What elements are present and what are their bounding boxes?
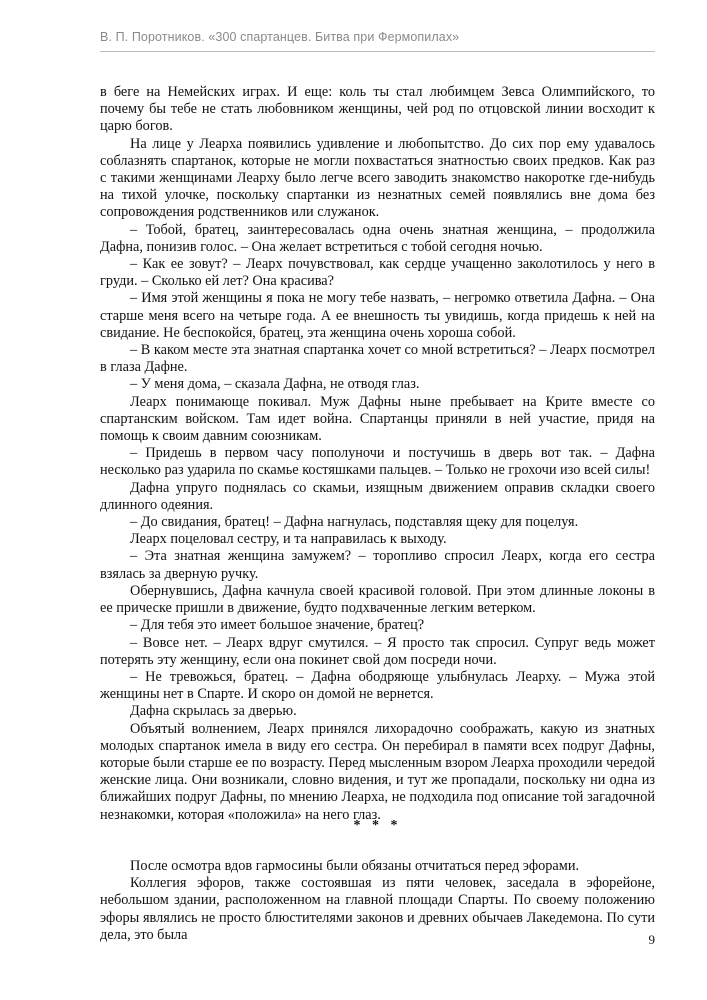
paragraph: После осмотра вдов гармосины были обязаны отчитаться перед эфорами. bbox=[130, 858, 580, 874]
paragraph: – Эта знатная женщина замужем? – торопливо спросил Леарх, когда его сестра взялась за дверную ручку. bbox=[100, 548, 655, 582]
paragraph: Леарх поцеловал сестру, и та направилась к выходу. bbox=[130, 531, 447, 548]
paragraph: в беге на Немейских играх. И еще: коль ты стал любимцем Зевса Олимпийского, то почему бы тебе не стать любовником женщины, чей род по отцовской линии восходит к царю богов. bbox=[100, 84, 655, 135]
paragraph: – Как ее зовут? – Леарх почувствовал, как сердце учащенно заколотилось у него в груди. – Сколько ей лет? Она красива? bbox=[100, 256, 655, 290]
paragraph: Дафна упруго поднялась со скамьи, изящным движением оправив складки своего длинного одеяния. bbox=[100, 479, 655, 513]
paragraph: – Тобой, братец, заинтересовалась одна очень знатная женщина, – продолжила Дафна, понизив голос. – Она желает встретиться с тобой сегодня ночью. bbox=[100, 221, 655, 255]
paragraph: – До свидания, братец! – Дафна нагнулась, подставляя щеку для поцелуя. bbox=[130, 514, 579, 531]
paragraph: – Имя этой женщины я пока не могу тебе назвать, – негромко ответила Дафна. – Она старше меня всего на четыре года. А ее внешность ты увидишь, когда придешь к ней на свидание. Не беспокойся, братец, эта женщина очень хороша собой. bbox=[100, 290, 655, 341]
paragraph: Леарх понимающе покивал. Муж Дафны ныне пребывает на Крите вместе со спартанским войском. Там идет война. Спартанцы приняли в ней участие, придя на помощь к своим давним союзникам. bbox=[100, 393, 655, 445]
header-divider bbox=[100, 51, 655, 52]
body-text-continued bbox=[100, 858, 655, 944]
paragraph: Обернувшись, Дафна качнула своей красивой головой. При этом длинные локоны в ее прическе пришли в движение, будто подхваченные легким ветерком. bbox=[100, 582, 655, 617]
page-number: 9 bbox=[648, 932, 655, 947]
running-header: В. П. Поротников. «300 спартанцев. Битва при Фермопилах» bbox=[100, 30, 460, 44]
body-text bbox=[100, 84, 655, 824]
paragraph: – У меня дома, – сказала Дафна, не отводя глаз. bbox=[130, 376, 420, 393]
paragraph: – В каком месте эта знатная спартанка хочет со мной встретиться? – Леарх посмотрел в глаза Дафне. bbox=[100, 342, 655, 376]
paragraph: – Придешь в первом часу пополуночи и постучишь в дверь вот так. – Дафна несколько раз ударила по скамье костяшками пальцев. – Только не грохочи изо всей силы! bbox=[100, 445, 655, 479]
paragraph: – Не тревожься, братец. – Дафна ободряюще улыбнулась Леарху. – Мужа этой женщины нет в Спарте. И скоро он домой не вернется. bbox=[100, 668, 655, 703]
section-separator: * * * bbox=[353, 818, 402, 833]
paragraph: Дафна скрылась за дверью. bbox=[130, 703, 297, 720]
paragraph: – Вовсе нет. – Леарх вдруг смутился. – Я просто так спросил. Супруг ведь может потерять эту женщину, если она покинет свой дом посреди ночи. bbox=[100, 634, 655, 668]
paragraph: – Для тебя это имеет большое значение, братец? bbox=[130, 617, 425, 634]
paragraph: Объятый волнением, Леарх принялся лихорадочно соображать, какую из знатных молодых спартанок имела в виду его сестра. Он перебирал в памяти всех подруг Дафны, которые были старше ее по возрасту. Перед мысленным взором Леарха проходили чередой женские лица. Они возникали, словно видения, и тут же пропадали, поскольку ни одна из ближайших подруг Дафны, по мнению Леарха, не подходила под описание той загадочной незнакомки, которая «положила» на него глаз. bbox=[100, 720, 655, 823]
paragraph: Коллегия эфоров, также состоявшая из пяти человек, заседала в эфорейоне, небольшом здании, расположенном на главной площади Спарты. По своему положению эфоры являлись не просто блюстителями законов и древних обычаев Лакедемона. По сути дела, это была bbox=[100, 875, 655, 943]
paragraph: На лице у Леарха появились удивление и любопытство. До сих пор ему удавалось соблазнять спартанок, которые не могли похвастаться знатностью своих предков. Как раз с такими женщинами Леарху было легче всего заводить знакомство накоротке где-нибудь на тихой улочке, поскольку спартанки из незнатных семей появлялись вне дома без сопровождения родственников или служанок. bbox=[100, 135, 655, 221]
